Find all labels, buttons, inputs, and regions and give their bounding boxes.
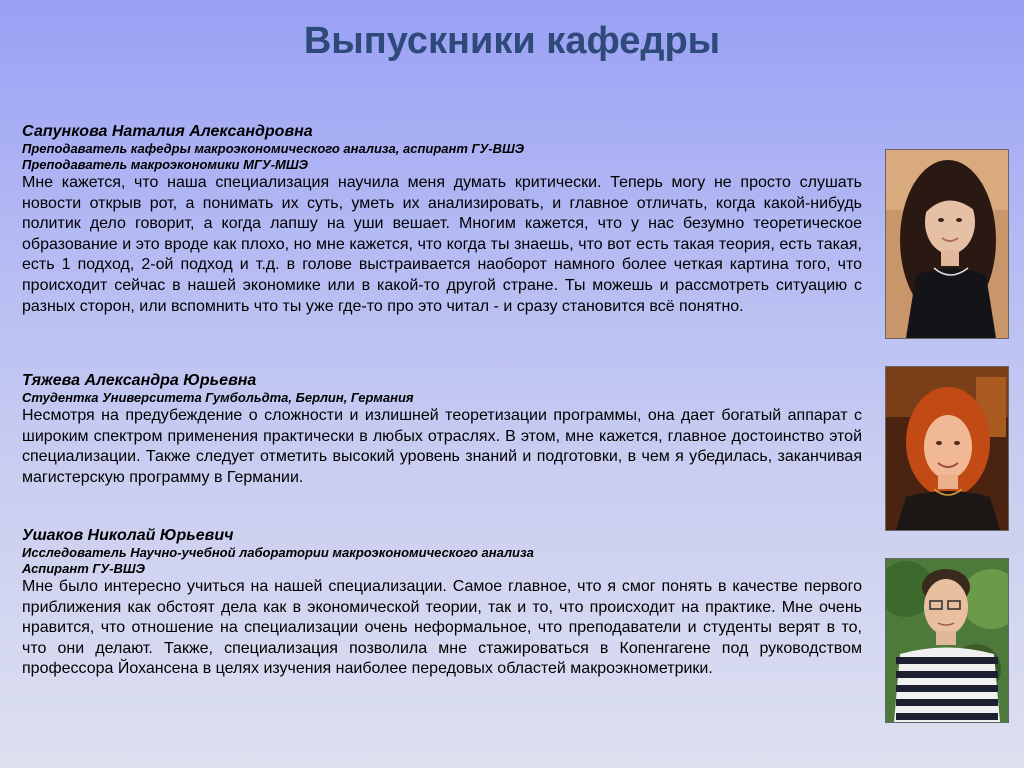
graduate-card-1 bbox=[22, 122, 862, 317]
graduate-role: Исследователь Научно-учебной лаборатории макроэкономического анализа bbox=[22, 545, 534, 560]
photo-graduate-3 bbox=[885, 558, 1009, 723]
portrait-woman-red-hair-image bbox=[886, 367, 1008, 530]
graduate-name: Тяжева Александра Юрьевна bbox=[22, 372, 257, 389]
graduate-card-2 bbox=[22, 371, 862, 488]
portrait-woman-dark-hair-image bbox=[886, 150, 1008, 338]
graduate-card-3 bbox=[22, 526, 862, 680]
portrait-man-striped-shirt-image bbox=[886, 559, 1008, 722]
graduate-quote: Мне было интересно учиться на нашей специализации. Самое главное, что я смог понять в качестве первого приближения как обстоят дела как в экономической теории, так и то, что происходит на практике. Мне очень нравится, что отношение на специализации очень неформальное, что преподаватели и студенты верят в то, что они делают. Также, специализация позволила мне стажироваться в Копенгагене под руководством профессора Йохансена в целях изучения наиболее передовых областей макроэкнометрики. bbox=[22, 578, 862, 678]
graduate-quote: Мне кажется, что наша специализация научила меня думать критически. Теперь могу не просто слушать новости открыв рот, а понимать их суть, уметь их анализировать, и главное отличать, когда какой-нибудь политик дело говорит, а когда лапшу на уши вешает. Многим кажется, что у нас безумно теоретическое образование и это вроде как плохо, но мне кажется, что когда ты знаешь, что вот есть такая теория, есть такая, есть 1 подход, 2-ой подход и т.д. в голове выстраивается наоборот намного более четкая картина того, что происходит сейчас в нашей экономике или в какой-то другой стране. Ты можешь и рассмотреть ситуацию с разных сторон, или вспомнить что ты уже где-то про это читал - и сразу становится всё понятно. bbox=[22, 174, 862, 315]
graduate-role: Студентка Университета Гумбольдта, Берлин, Германия bbox=[22, 390, 414, 405]
photo-graduate-2 bbox=[885, 366, 1009, 531]
graduate-quote: Несмотря на предубеждение о сложности и излишней теоретизации программы, она дает богатый аппарат с широким спектром применения практически в любых отраслях. В этом, мне кажется, главное достоинство этой специализации. Также следует отметить высокий уровень знаний и подготовки, в чем я убедилась, заканчивая магистерскую программу в Германии. bbox=[22, 407, 862, 486]
graduate-name: Ушаков Николай Юрьевич bbox=[22, 527, 234, 544]
graduate-role: Аспирант ГУ-ВШЭ bbox=[22, 561, 145, 576]
slide-title: Выпускники кафедры bbox=[303, 20, 721, 62]
graduate-role: Преподаватель кафедры макроэкономического анализа, аспирант ГУ-ВШЭ bbox=[22, 141, 525, 156]
graduate-name: Сапункова Наталия Александровна bbox=[22, 123, 313, 140]
photo-graduate-1 bbox=[885, 149, 1009, 339]
graduate-role: Преподаватель макроэкономики МГУ-МШЭ bbox=[22, 157, 308, 172]
